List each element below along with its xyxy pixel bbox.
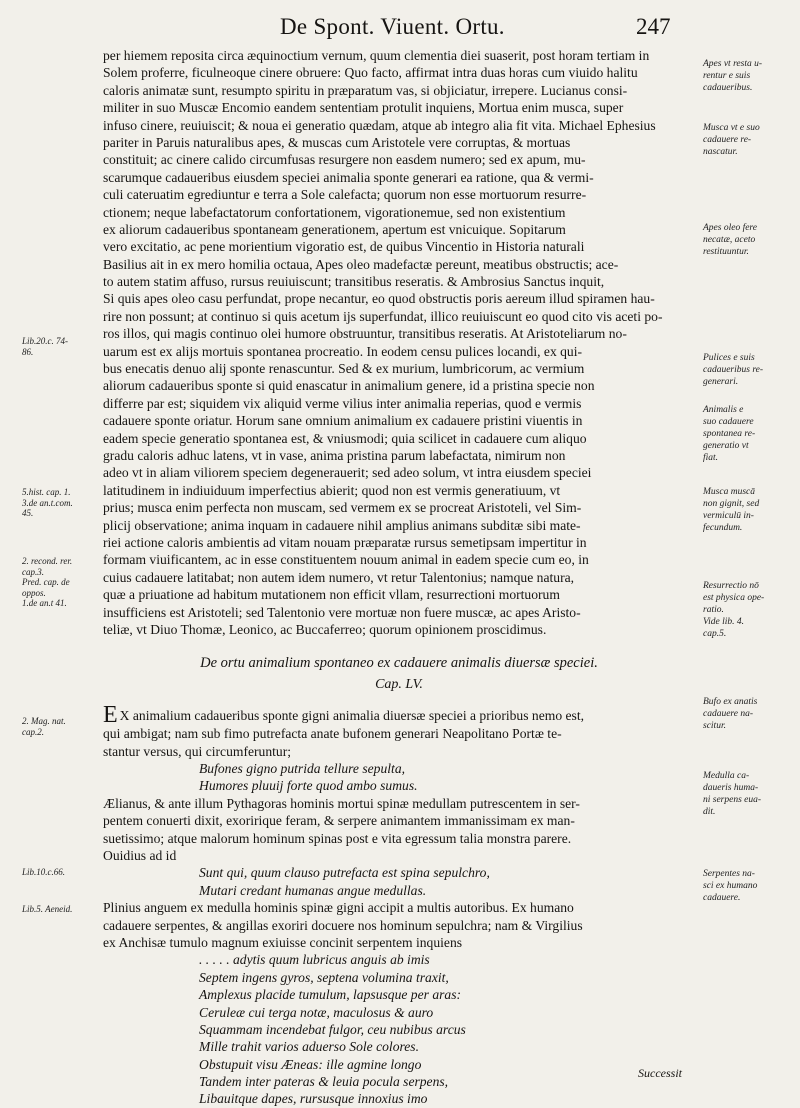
verse-quote-bufones — [103, 760, 695, 795]
margin-note: Lib.10.c.66. — [22, 867, 66, 877]
verse-line: Ceruleæ cui terga notæ, maculosus & auro — [199, 1004, 434, 1020]
text-line: infuso cinere, reuiuiscit; & noua ei generatio quædam, atque ab integro alia fit vita. Michael Ephesius — [103, 117, 656, 133]
margin-note: Musca muscā non gignit, sed vermiculū in- fecundum. — [703, 487, 760, 533]
catchword: Successit — [638, 1066, 682, 1080]
margin-note: Serpentes na- sci ex humano cadauere. — [703, 869, 758, 903]
margin-note: Animalis e suo cadauere spontanea re- generatio vt fiat. — [703, 405, 756, 463]
text-line: Plinius anguem ex medulla hominis spinæ gigni accipit a multis autoribus. Ex humano — [103, 900, 574, 916]
chapter-55-first-line: E X animalium cadaueribus sponte gigni animalia diuersæ speciei a prioribus nemo est, — [103, 706, 695, 725]
text-line: bus enecatis denuo alij sponte renascuntur. Sed & ex murium, lumbricorum, ac vermium — [103, 361, 585, 377]
text-line: ros illos, qui magis continuo olei humore obstruuntur, transitibus reseratis. At Aristoteliarum no- — [103, 326, 627, 342]
text-line: teliæ, vt Diuo Thomæ, Leonico, ac Buccaferreo; quorum opinionem proscidimus. — [103, 621, 547, 637]
drop-cap: E — [103, 706, 118, 726]
verse-line: Bufones gigno putrida tellure sepulta, — [199, 761, 406, 777]
text-line: pentem conuerti dixit, exoririque feram, & serpere animantem immanissimam ex man- — [103, 813, 575, 829]
text-line: to autem statim affuso, rursus reuiuiscunt; transitibus reseratis. & Ambrosius Sanctus inquit, — [103, 274, 605, 290]
text-line: riei actione caloris ambientis ad vitam nouam præparatæ rursus semetipsam impertitur in — [103, 534, 587, 550]
text-line: aliorum cadaueribus sponte si quid enascatur in animalium genere, id a pristina specie non — [103, 378, 595, 394]
verse-line: Obstupuit visu Æneas: ille agmine longo — [199, 1056, 422, 1072]
text-line: adeo vt in aliam viliorem speciem degenerauerit; sed adeo solum, vt intra eiusdem speciei — [103, 465, 592, 481]
running-header-title: De Spont. Viuent. Ortu. — [280, 14, 505, 39]
chapter-55-paragraph-1 — [103, 725, 695, 760]
text-line: caloris animatæ sunt, resumpto spiritu in præparatum vas, si objiciatur, irrepere. Lucianus consi- — [103, 82, 628, 98]
margin-note: Resurrectio nō est physica ope- ratio. Vide lib. 4. cap.5. — [703, 581, 765, 639]
verse-line: Mutari credant humanas angue medullas. — [199, 882, 427, 898]
text-line: gradu caloris adhuc latens, vt in vase, anima pristina parum labefactata, nimirum non — [103, 447, 566, 463]
text-line: differre par est; siquidem vix aliquid verme vilius inter animalia reperias, quod e vermis — [103, 395, 582, 411]
text-line: cadauere sponte oriatur. Horum sane omnium animalium ex cadauere pristini viuentis in — [103, 413, 583, 429]
text-line: constituit; ac cinere calido circumfusas resurgere non easdem numero; sed ex apum, mu- — [103, 152, 586, 168]
text-line: latitudinem in indiuiduum imperfectius abierit; quod non est vermis generatiuum, vt — [103, 482, 561, 498]
verse-line: Tandem inter pateras & leuia pocula serpens, — [199, 1074, 449, 1090]
margin-note: Pulices e suis cadaueribus re- generari. — [703, 353, 764, 387]
text-line: qui ambigat; nam sub fimo putrefacta anate bufonem generari Neapolitano Portæ te- — [103, 726, 562, 742]
text-line: prius; musca enim perfecta non muscam, sed vermem ex se procreat Aristoteli, vel Sim- — [103, 500, 582, 516]
margin-note: 5.hist. cap. 1. 3.de an.t.com. 45. — [22, 487, 73, 518]
verse-line: Mille trahit varios aduerso Sole colores. — [199, 1039, 419, 1055]
text-line: plicij observatione; anima inquam in cadauere nihil amplius animans subditæ sibi mate- — [103, 517, 581, 533]
chapter-number: Cap. LV. — [375, 677, 423, 693]
text-line: quæ a priuatione ad habitum mutationem non efficit vllam, resurrectioni mortuorum — [103, 587, 560, 603]
verse-line: Squammam incendebat fulgor, ceu nubibus arcus — [199, 1021, 466, 1037]
chapter-54-text — [103, 47, 695, 638]
margin-note: Medulla ca- daueris huma- ni serpens eua- dit. — [703, 771, 762, 817]
verse-line: Libauitque dapes, rursusque innoxius imo — [199, 1091, 428, 1107]
verse-quote-virgil — [103, 951, 695, 1108]
margin-note: 2. recond. rer. cap.3. Pred. cap. de oppos. 1.de an.t 41. — [22, 556, 73, 608]
text-line: Ouidius ad id — [103, 848, 177, 864]
text-line: per hiemem reposita circa æquinoctium vernum, quum clementia diei suaserit, post horam tertiam in — [103, 48, 650, 63]
text-line: suetissimo; atque malorum hominum spinas post e vita egressum talia monstra parere. — [103, 830, 572, 846]
text-line: cadauere serpentes, & angillas exoriri docuere nos hominum sepulchra; nam & Virgilius — [103, 917, 583, 933]
text-line: scarumque cadaueribus eiusdem speciei animalia sponte generari ea ratione, qua & vermi- — [103, 169, 594, 185]
text-line: vero excitatio, ac pene morientium vigoratio est, de quibus Vincentio in Historia naturali — [103, 239, 585, 255]
text-line: rire non possunt; at continuo si quis acetum ijs superfundat, illico reuiuiscunt eo quod cito vis aceti po- — [103, 308, 663, 324]
text-line: eadem specie generatio spontanea est, & vniusmodi; quia scilicet in cadauere cum aliquo — [103, 430, 587, 446]
chapter-55-paragraph-2 — [103, 795, 695, 865]
text-line: insufficiens est Aristoteli; sed Talentonio vere mortuæ non fuere muscæ, ac apes Aristo- — [103, 604, 581, 620]
text-line: ctionem; neque labefactatorum confortationem, vigorationemue, sed non existentium — [103, 204, 566, 220]
text-line: cuius cadauere latitabat; non autem idem numero, vt retur Talentonius; namque natura, — [103, 569, 575, 585]
verse-line: Amplexus placide tumulum, lapsusque per aras: — [199, 987, 462, 1003]
verse-line: Septem ingens gyros, septena volumina traxit, — [199, 969, 449, 985]
margin-note: Lib.20.c. 74- 86. — [22, 336, 68, 357]
chapter-55-paragraph-3 — [103, 899, 695, 951]
verse-line: Sunt qui, quum clauso putrefacta est spina sepulchro, — [199, 865, 490, 881]
margin-note: Apes vt resta u- rentur e suis cadaueribus. — [703, 59, 763, 93]
margin-note: Bufo ex anatis cadauere na- scitur. — [703, 697, 758, 731]
text-line: militer in suo Muscæ Encomio eandem sententiam protulit inquiens, Mortua enim musca, super — [103, 100, 624, 116]
verse-quote-ovid — [103, 864, 695, 899]
text-line: ex aliorum cadaueribus spontaneam generationem, apertum est vnicuique. Sopitarum — [103, 221, 566, 237]
text-line: Si quis apes oleo casu perfundat, prope necantur, eo quod obstructis poris aereum illud spiramen hau- — [103, 291, 655, 307]
text-line: Ælianus, & ante illum Pythagoras hominis mortui spinæ medullam putrescentem in ser- — [103, 795, 580, 811]
section-heading: De ortu animalium spontaneo ex cadauere animalis diuersæ speciei. — [200, 655, 598, 672]
text-line: formam viuificantem, ac in esse constituentem nouum animal in eadem specie cum eo, in — [103, 552, 589, 568]
text-line: stantur versus, qui circumferuntur; — [103, 743, 291, 759]
verse-line: . . . . . adytis quum lubricus anguis ab imis — [199, 952, 430, 968]
margin-note: Musca vt e suo cadauere re- nascatur. — [703, 123, 760, 157]
margin-note: Lib.5. Aeneid. — [22, 904, 73, 914]
text-line: uarum est ex alijs mortuis spontanea procreatio. In eodem censu pulices locandi, ex qui- — [103, 343, 583, 359]
verse-line: Humores pluuij forte quod ambo sumus. — [199, 778, 418, 794]
text-line: Solem proferre, ficulneoque cinere obruere: Quo facto, affirmat intra duas horas cum viuido halitu — [103, 65, 638, 81]
text-line: Basilius ait in ex mero homilia octaua, Apes oleo madefactæ pereunt, meatibus obstructis; ace- — [103, 256, 619, 272]
text-line: pariter in Paruis naturalibus apes, & muscas cum Aristotele vere corruptas, & mortuas — [103, 134, 571, 150]
margin-note: 2. Mag. nat. cap.2. — [22, 716, 66, 737]
margin-note: Apes oleo fere necatæ, aceto restituuntur. — [703, 223, 757, 257]
page-number: 247 — [636, 14, 671, 39]
text-line: ex Anchisæ tumulo magnum exiuisse concinit serpentem inquiens — [103, 934, 463, 950]
main-text-block — [103, 47, 695, 1108]
text-line: culi cateruatim egrediuntur e terra a Sole calefacta; quorum non esse mortuorum resurre- — [103, 187, 587, 203]
